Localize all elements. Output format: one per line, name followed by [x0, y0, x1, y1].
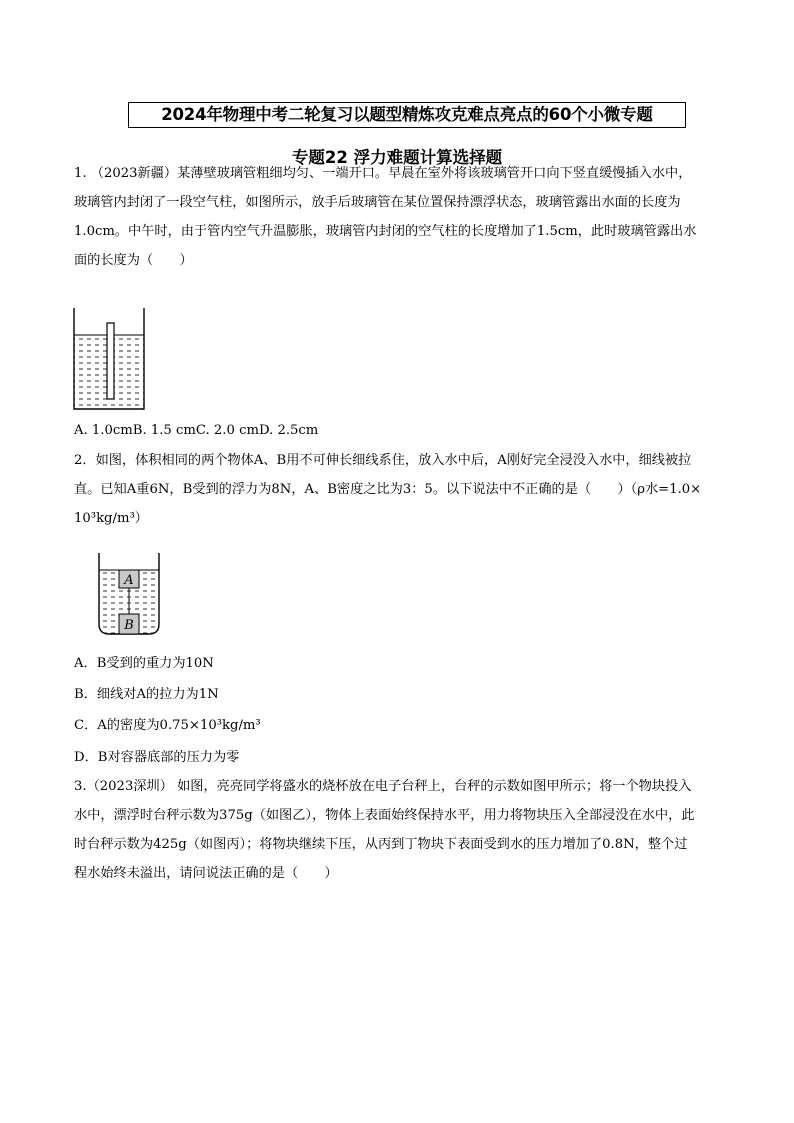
- objects-ab-figure: [94, 552, 166, 638]
- question-2: [74, 446, 724, 533]
- question-2-line: 2．如图，体积相同的两个物体A、B用不可伸长细线系住，放入水中后，A刚好完全浸没入水中，细线被拉: [74, 453, 692, 468]
- question-1-line: 玻璃管内封闭了一段空气柱，如图所示，放手后玻璃管在某位置保持漂浮状态，玻璃管露出水面的长度为: [74, 195, 681, 210]
- question-1-options: A. 1.0cmB. 1.5 cmC. 2.0 cmD. 2.5cm: [74, 423, 319, 438]
- question-3: [74, 772, 724, 888]
- question-2-option-a: A．B受到的重力为10N: [74, 656, 214, 671]
- question-3-line: 时台秤示数为425g（如图丙）；将物块继续下压，从丙到丁物块下表面受到水的压力增加了0.8N，整个过: [74, 837, 688, 852]
- series-title: 2024年物理中考二轮复习以题型精炼攻克难点亮点的60个小微专题: [128, 102, 686, 128]
- topic-title: 专题22 浮力难题计算选择题: [291, 148, 503, 167]
- question-2-option-c: C．A的密度为0.75×10³kg/m³: [74, 718, 261, 733]
- question-1: [74, 159, 724, 275]
- glass-tube-figure: [70, 306, 150, 412]
- question-1-line: 1.0cm。中午时，由于管内空气升温膨胀，玻璃管内封闭的空气柱的长度增加了1.5cm，此时玻璃管露出水: [74, 224, 697, 239]
- question-3-line: 水中，漂浮时台秤示数为375g（如图乙），物体上表面始终保持水平，用力将物块压入全部浸没在水中，此: [74, 808, 695, 823]
- question-2-option-d: D．B对容器底部的压力为零: [74, 750, 240, 765]
- object-a-label: A: [124, 573, 134, 588]
- question-3-line: 程水始终未溢出，请问说法正确的是（ ）: [74, 866, 338, 881]
- object-b-label: B: [124, 618, 134, 633]
- question-2-option-b: B．细线对A的拉力为1N: [74, 687, 219, 702]
- question-3-line: 3.（2023深圳） 如图，亮亮同学将盛水的烧杯放在电子台秤上，台秤的示数如图甲所示；将一个物块投入: [74, 779, 692, 794]
- question-1-line: 面的长度为（ ）: [74, 253, 193, 268]
- question-1-line: 1. （2023新疆）某薄壁玻璃管粗细均匀、一端开口。早晨在室外将该玻璃管开口向下竖直缓慢插入水中，: [74, 166, 692, 181]
- question-2-line: 10³kg/m³）: [74, 511, 148, 526]
- question-2-line: 直。已知A重6N，B受到的浮力为8N，A、B密度之比为3：5。以下说法中不正确的是（ ）（ρ水=1.0×: [74, 482, 702, 497]
